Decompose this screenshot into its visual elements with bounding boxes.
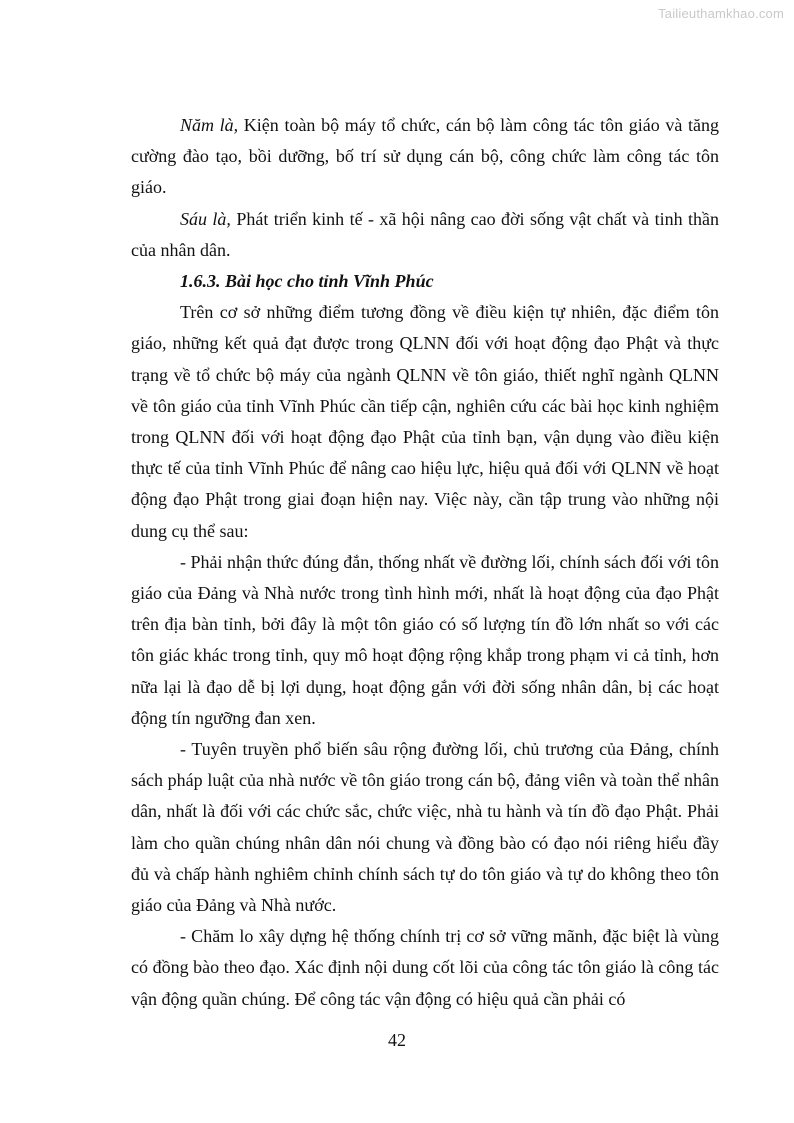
section-heading: 1.6.3. Bài học cho tỉnh Vĩnh Phúc bbox=[180, 271, 434, 292]
paragraph-text: Phát triển kinh tế - xã hội nâng cao đời sống vật chất và tinh thần của nhân dân. bbox=[131, 208, 719, 260]
body-paragraph: - Phải nhận thức đúng đắn, thống nhất về đường lối, chính sách đối với tôn giáo của Đảng và Nhà nước trong tình hình mới, nhất là hoạt động của đạo Phật trên địa bàn tỉnh, bởi đây là một tôn giáo có số lượng tín đồ lớn nhất so với các tôn giác khác trong tỉnh, quy mô hoạt động rộng khắp trong phạm vi cả tỉnh, hơn nữa lại là đạo dễ bị lợi dụng, hoạt động gắn với đời sống nhân dân, bị các hoạt động tín ngưỡng đan xen. bbox=[131, 551, 719, 728]
body-paragraph: Trên cơ sở những điểm tương đồng về điều kiện tự nhiên, đặc điểm tôn giáo, những kết quả đạt được trong QLNN đối với hoạt động đạo Phật và thực trạng về tổ chức bộ máy của ngành QLNN về tôn giáo, thiết nghĩ ngành QLNN về tôn giáo của tỉnh Vĩnh Phúc cần tiếp cận, nghiên cứu các bài học kinh nghiệm trong QLNN đối với hoạt động đạo Phật của tỉnh bạn, vận dụng vào điều kiện thực tế của tỉnh Vĩnh Phúc để nâng cao hiệu lực, hiệu quả đối với QLNN về hoạt động đạo Phật trong giai đoạn hiện nay. Việc này, cần tập trung vào những nội dung cụ thể sau: bbox=[131, 302, 719, 541]
paragraph-text: Kiện toàn bộ máy tổ chức, cán bộ làm công tác tôn giáo và tăng cường đào tạo, bồi dưỡng, bố trí sử dụng cán bộ, công chức làm công tác tôn giáo. bbox=[131, 115, 719, 198]
body-paragraph: - Chăm lo xây dựng hệ thống chính trị cơ sở vững mãnh, đặc biệt là vùng có đồng bào theo đạo. Xác định nội dung cốt lõi của công tác tôn giáo là công tác vận động quần chúng. Để công tác vận động có hiệu quả cần phải có bbox=[131, 926, 719, 1009]
paragraph-nam-la bbox=[131, 110, 719, 204]
watermark: Tailieuthamkhao.com bbox=[658, 6, 784, 21]
page-number: 42 bbox=[388, 1030, 406, 1050]
paragraph-lead: Sáu là, bbox=[180, 208, 231, 229]
body-paragraph: - Tuyên truyền phổ biến sâu rộng đường lối, chủ trương của Đảng, chính sách pháp luật của nhà nước về tôn giáo trong cán bộ, đảng viên và toàn thể nhân dân, nhất là đối với các chức sắc, chức việc, nhà tu hành và tín đồ đạo Phật. Phải làm cho quần chúng nhân dân nói chung và đồng bào có đạo nói riêng hiểu đầy đủ và chấp hành nghiêm chỉnh chính sách tự do tôn giáo và tự do không theo tôn giáo của Đảng và Nhà nước. bbox=[131, 739, 719, 916]
paragraph-sau-la bbox=[131, 204, 719, 266]
paragraph-lead: Năm là, bbox=[180, 115, 239, 135]
document-body bbox=[131, 110, 719, 1015]
